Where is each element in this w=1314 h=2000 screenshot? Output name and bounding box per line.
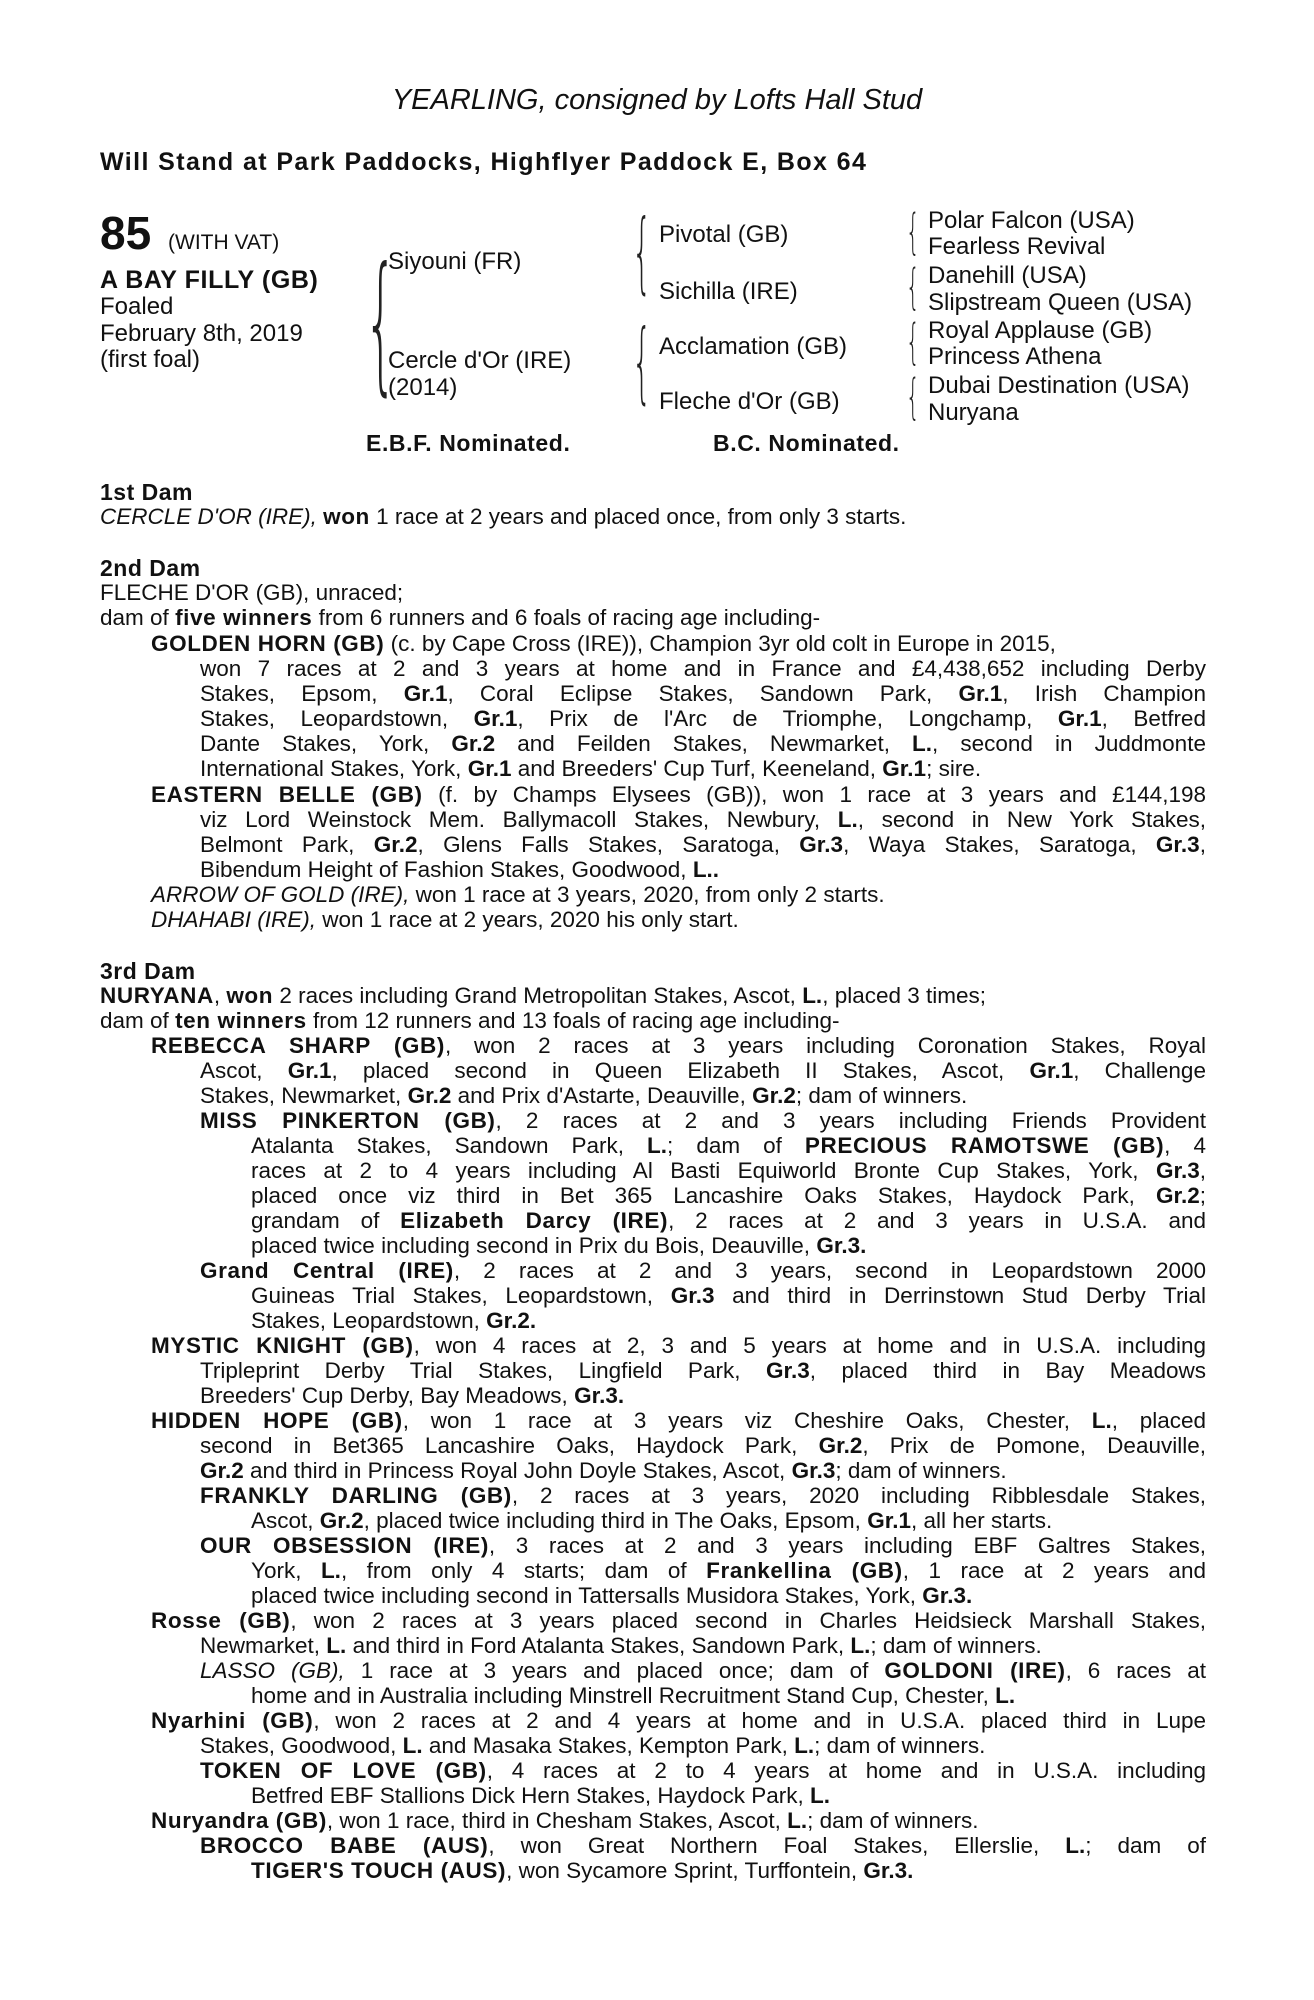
pedigree-brace-g1: { xyxy=(906,204,920,260)
produce-record-arrow-of-gold: ARROW OF GOLD (IRE), won 1 race at 3 years, 2020, from only 2 starts. xyxy=(151,882,885,907)
produce-record-our-obsession: OUR OBSESSION (IRE), 3 races at 2 and 3 years including EBF Galtres Stakes, xyxy=(200,1533,1206,1558)
pedigree-ancestor: Polar Falcon (USA) xyxy=(928,207,1135,234)
record-line: York, L., from only 4 starts; dam of Frankellina (GB), 1 race at 2 years and xyxy=(251,1558,1206,1583)
record-line: Stakes, Epsom, Gr.1, Coral Eclipse Stakes, Sandown Park, Gr.1, Irish Champion xyxy=(200,681,1206,706)
pedigree-sire-dam: Sichilla (IRE) xyxy=(659,278,798,305)
pedigree-ancestor: Royal Applause (GB) xyxy=(928,317,1153,344)
produce-record-miss-pinkerton: MISS PINKERTON (GB), 2 races at 2 and 3 years including Friends Provident xyxy=(200,1108,1206,1133)
record-line: races at 2 to 4 years including Al Basti Equiworld Bronte Cup Stakes, York, Gr.3, xyxy=(251,1158,1206,1183)
record-line: Newmarket, L. and third in Ford Atalanta Stakes, Sandown Park, L.; dam of winners. xyxy=(200,1633,1042,1658)
produce-record-hidden-hope: HIDDEN HOPE (GB), won 1 race at 3 years viz Cheshire Oaks, Chester, L., placed xyxy=(151,1408,1206,1433)
record-line: grandam of Elizabeth Darcy (IRE), 2 races at 2 and 3 years in U.S.A. and xyxy=(251,1208,1206,1233)
record-line: Stakes, Newmarket, Gr.2 and Prix d'Astarte, Deauville, Gr.2; dam of winners. xyxy=(200,1083,968,1108)
section-heading-1st-dam: 1st Dam xyxy=(100,479,193,505)
record-line: Betfred EBF Stallions Dick Hern Stakes, Haydock Park, L. xyxy=(251,1783,830,1808)
record-line: Atalanta Stakes, Sandown Park, L.; dam of PRECIOUS RAMOTSWE (GB), 4 xyxy=(251,1133,1206,1158)
record-line: Belmont Park, Gr.2, Glens Falls Stakes, Saratoga, Gr.3, Waya Stakes, Saratoga, Gr.3, xyxy=(200,832,1206,857)
record-line: viz Lord Weinstock Mem. Ballymacoll Stakes, Newbury, L., second in New York Stakes, xyxy=(200,807,1206,832)
pedigree-ancestor: Fearless Revival xyxy=(928,233,1106,260)
record-line: Guineas Trial Stakes, Leopardstown, Gr.3 and third in Derrinstown Stud Derby Trial xyxy=(251,1283,1206,1308)
section-heading-3rd-dam: 3rd Dam xyxy=(100,958,196,984)
ebf-nomination: E.B.F. Nominated. xyxy=(366,430,571,456)
foaled-date: February 8th, 2019 xyxy=(100,320,303,347)
pedigree-ancestor: Nuryana xyxy=(928,399,1019,426)
produce-record-lasso: LASSO (GB), 1 race at 3 years and placed once; dam of GOLDONI (IRE), 6 races at xyxy=(200,1658,1206,1683)
stand-location: Will Stand at Park Paddocks, Highflyer Paddock E, Box 64 xyxy=(100,148,868,176)
record-line: Stakes, Leopardstown, Gr.1, Prix de l'Arc de Triomphe, Longchamp, Gr.1, Betfred xyxy=(200,706,1206,731)
first-foal-note: (first foal) xyxy=(100,346,201,373)
pedigree-brace-g3: { xyxy=(906,314,920,370)
pedigree-brace-parents: { xyxy=(364,236,398,410)
record-line: home and in Australia including Minstrell Recruitment Stand Cup, Chester, L. xyxy=(251,1683,1016,1708)
produce-record-frankly-darling: FRANKLY DARLING (GB), 2 races at 3 years, 2020 including Ribblesdale Stakes, xyxy=(200,1483,1206,1508)
record-line: TIGER'S TOUCH (AUS), won Sycamore Sprint, Turffontein, Gr.3. xyxy=(251,1858,914,1883)
dam1-line: CERCLE D'OR (IRE), won 1 race at 2 years and placed once, from only 3 starts. xyxy=(100,504,907,529)
pedigree-brace-dam: { xyxy=(632,310,652,413)
pedigree-ancestor: Danehill (USA) xyxy=(928,262,1087,289)
pedigree-brace-g2: { xyxy=(906,259,920,315)
produce-record-rosse: Rosse (GB), won 2 races at 3 years placed second in Charles Heidsieck Marshall Stakes, xyxy=(151,1608,1206,1633)
produce-record-rebecca-sharp: REBECCA SHARP (GB), won 2 races at 3 years including Coronation Stakes, Royal xyxy=(151,1033,1206,1058)
bc-nomination: B.C. Nominated. xyxy=(713,430,900,456)
record-line: Stakes, Leopardstown, Gr.2. xyxy=(251,1308,537,1333)
record-line: placed once viz third in Bet 365 Lancashire Oaks Stakes, Haydock Park, Gr.2; xyxy=(251,1183,1206,1208)
record-line: second in Bet365 Lancashire Oaks, Haydock Park, Gr.2, Prix de Pomone, Deauville, xyxy=(200,1433,1206,1458)
horse-name: A BAY FILLY (GB) xyxy=(100,266,319,294)
record-line: Ascot, Gr.2, placed twice including third in The Oaks, Epsom, Gr.1, all her starts. xyxy=(251,1508,1053,1533)
produce-record-dhahabi: DHAHABI (IRE), won 1 race at 2 years, 2020 his only start. xyxy=(151,907,739,932)
produce-record-mystic-knight: MYSTIC KNIGHT (GB), won 4 races at 2, 3 and 5 years at home and in U.S.A. including xyxy=(151,1333,1206,1358)
record-line: won 7 races at 2 and 3 years at home and in France and £4,438,652 including Derby xyxy=(200,656,1206,681)
pedigree-sire: Siyouni (FR) xyxy=(388,248,522,275)
produce-record-nuryandra: Nuryandra (GB), won 1 race, third in Chesham Stakes, Ascot, L.; dam of winners. xyxy=(151,1808,979,1833)
record-line: Ascot, Gr.1, placed second in Queen Elizabeth II Stakes, Ascot, Gr.1, Challenge xyxy=(200,1058,1206,1083)
pedigree-dam-sire: Acclamation (GB) xyxy=(659,333,848,360)
record-line: Gr.2 and third in Princess Royal John Doyle Stakes, Ascot, Gr.3; dam of winners. xyxy=(200,1458,1007,1483)
pedigree-ancestor: Princess Athena xyxy=(928,343,1102,370)
pedigree-dam: Cercle d'Or (IRE) xyxy=(388,347,572,374)
pedigree-brace-g4: { xyxy=(906,369,920,425)
record-line: placed twice including second in Tattersalls Musidora Stakes, York, Gr.3. xyxy=(251,1583,973,1608)
dam3-produce: dam of ten winners from 12 runners and 13 foals of racing age including- xyxy=(100,1008,840,1033)
produce-record-token-of-love: TOKEN OF LOVE (GB), 4 races at 2 to 4 years at home and in U.S.A. including xyxy=(200,1758,1207,1783)
record-line: International Stakes, York, Gr.1 and Breeders' Cup Turf, Keeneland, Gr.1; sire. xyxy=(200,756,982,781)
pedigree-brace-sire: { xyxy=(632,200,652,303)
pedigree-dam-dam: Fleche d'Or (GB) xyxy=(659,388,840,415)
record-line: Tripleprint Derby Trial Stakes, Lingfield Park, Gr.3, placed third in Bay Meadows xyxy=(200,1358,1206,1383)
produce-record-golden-horn: GOLDEN HORN (GB) (c. by Cape Cross (IRE)), Champion 3yr old colt in Europe in 2015, xyxy=(151,631,1056,656)
produce-record-grand-central: Grand Central (IRE), 2 races at 2 and 3 years, second in Leopardstown 2000 xyxy=(200,1258,1206,1283)
dam2-produce: dam of five winners from 6 runners and 6 foals of racing age including- xyxy=(100,605,821,630)
lot-number: 85 xyxy=(100,207,152,259)
record-line: placed twice including second in Prix du Bois, Deauville, Gr.3. xyxy=(251,1233,867,1258)
dam3-line: NURYANA, won 2 races including Grand Metropolitan Stakes, Ascot, L., placed 3 times; xyxy=(100,983,987,1008)
pedigree-sire-sire: Pivotal (GB) xyxy=(659,221,789,248)
produce-record-eastern-belle: EASTERN BELLE (GB) (f. by Champs Elysees (GB)), won 1 race at 3 years and £144,198 xyxy=(151,782,1206,807)
page-title: YEARLING, consigned by Lofts Hall Stud xyxy=(391,84,923,116)
produce-record-nyarhini: Nyarhini (GB), won 2 races at 2 and 4 years at home and in U.S.A. placed third in Lupe xyxy=(151,1708,1207,1733)
produce-record-brocco-babe: BROCCO BABE (AUS), won Great Northern Foal Stakes, Ellerslie, L.; dam of xyxy=(200,1833,1206,1858)
record-line: Stakes, Goodwood, L. and Masaka Stakes, Kempton Park, L.; dam of winners. xyxy=(200,1733,986,1758)
pedigree-ancestor: Slipstream Queen (USA) xyxy=(928,289,1193,316)
dam-name: CERCLE D'OR (IRE), xyxy=(100,504,317,529)
foaled-label: Foaled xyxy=(100,293,174,320)
dam2-intro: FLECHE D'OR (GB), unraced; xyxy=(100,580,404,605)
pedigree-ancestor: Dubai Destination (USA) xyxy=(928,372,1190,399)
vat-note: (WITH VAT) xyxy=(168,231,280,254)
section-heading-2nd-dam: 2nd Dam xyxy=(100,555,201,581)
record-line: Breeders' Cup Derby, Bay Meadows, Gr.3. xyxy=(200,1383,625,1408)
record-line: Dante Stakes, York, Gr.2 and Feilden Stakes, Newmarket, L., second in Juddmonte xyxy=(200,731,1206,756)
record-line: Bibendum Height of Fashion Stakes, Goodwood, L.. xyxy=(200,857,720,882)
pedigree-dam-year: (2014) xyxy=(388,374,458,401)
